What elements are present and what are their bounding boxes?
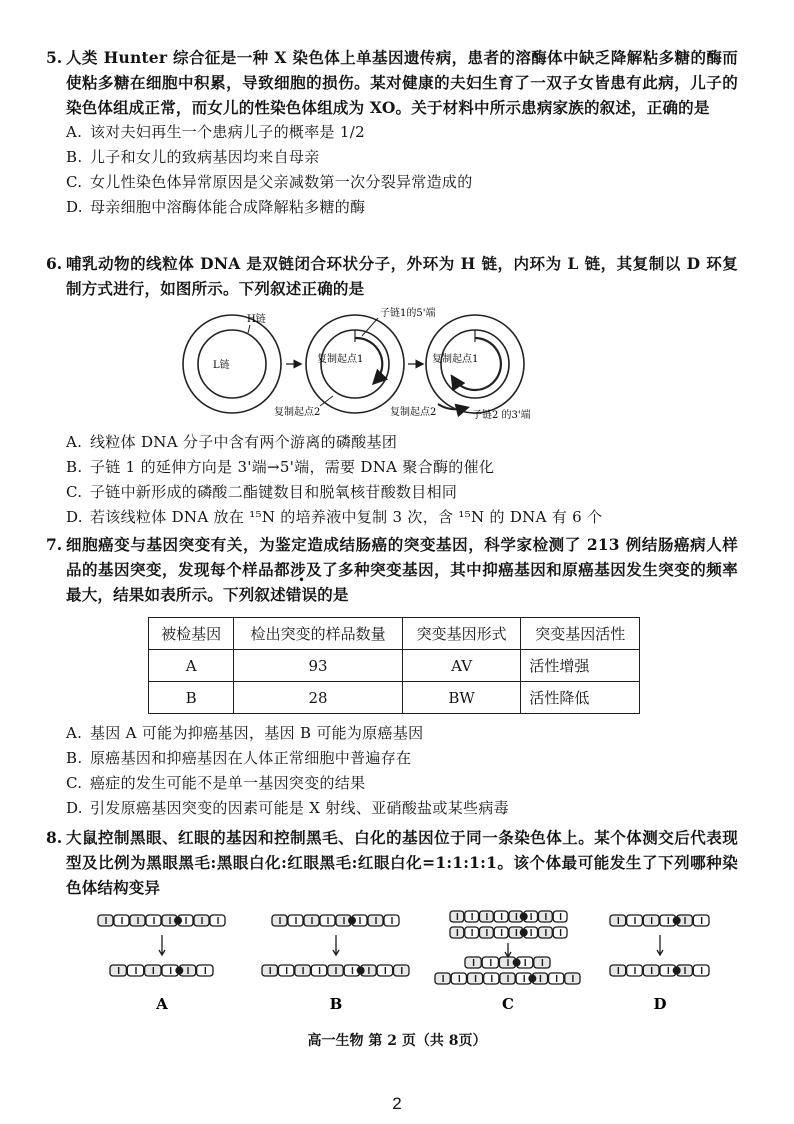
table-cell: B (149, 682, 234, 714)
question-number: 6. (46, 254, 63, 273)
choice-label-c: C (502, 995, 514, 1013)
option-label: C. (66, 774, 83, 792)
option-text: 线粒体 DNA 分子中含有两个游离的磷酸基团 (90, 433, 398, 451)
question-number: 7. (46, 535, 63, 554)
chromosome (110, 965, 213, 976)
choice-label-d: D (653, 995, 667, 1013)
arrow-icon (159, 935, 165, 955)
arrow-icon (333, 935, 339, 955)
option-text: 母亲细胞中溶酶体能合成降解粘多糖的酶 (90, 198, 366, 216)
table-cell: A (149, 650, 234, 682)
chromosome (98, 915, 225, 926)
option-label: C. (66, 483, 83, 501)
option-label: C. (66, 173, 83, 191)
dna-ring-2 (274, 306, 435, 418)
chromosome (262, 965, 409, 976)
option-text: 子链中新形成的磷酸二酯键数目和脱氧核苷酸数目相同 (90, 483, 458, 501)
chromosome (435, 973, 580, 984)
table-cell: 活性降低 (521, 682, 640, 714)
option-label: B. (66, 749, 83, 767)
table-header: 被检基因 (149, 618, 234, 650)
dna-ring-3 (390, 315, 531, 421)
option-label: A. (66, 123, 83, 141)
choice-label-a: A (156, 995, 168, 1013)
chromosome (450, 911, 567, 922)
option-label: A. (66, 433, 83, 451)
table-header: 突变基因形式 (402, 618, 521, 650)
option-text: 若该线粒体 DNA 放在 ¹⁵N 的培养液中复制 3 次，含 ¹⁵N 的 DNA 有 6 个 (90, 508, 603, 526)
option-label: A. (66, 724, 83, 742)
table-row (149, 682, 640, 714)
stem-text: 细胞癌变与基因突变有关，为鉴定造成结肠癌的突变基因，科学家检测了 213 例结肠癌病人样品的基因突变，发现每个样品都涉及了多种突变基因，其中抑癌基因和原癌基因发生突变的频率最大，结果如表所示。下列叙述 (66, 535, 738, 604)
page-number: 2 (392, 1094, 402, 1113)
table-cell: AV (402, 650, 521, 682)
origin-2-label: 复制起点2 (390, 407, 437, 418)
table-header: 突变基因活性 (521, 618, 640, 650)
option-label: B. (66, 458, 83, 476)
question-6-options (66, 430, 738, 530)
origin-1-label: 复制起点1 (317, 354, 364, 365)
option-text: 基因 A 可能为抑癌基因，基因 B 可能为原癌基因 (90, 724, 424, 742)
option-text: 女儿性染色体异常原因是父亲减数第一次分裂异常造成的 (90, 173, 473, 191)
option-d (66, 505, 738, 530)
question-5 (46, 45, 738, 220)
dna-ring-1 (183, 312, 281, 413)
question-stem (66, 532, 738, 607)
arrow-icon (505, 943, 511, 957)
option-label: B. (66, 148, 83, 166)
emphasized-word: 错误 (285, 585, 318, 604)
option-text: 子链 1 的延伸方向是 3'端→5'端，需要 DNA 聚合酶的催化 (90, 458, 495, 476)
question-7-options (66, 721, 738, 821)
question-number: 8. (46, 828, 63, 847)
table-cell: BW (402, 682, 521, 714)
option-text: 儿子和女儿的致病基因均来自母亲 (90, 148, 320, 166)
option-b (66, 455, 738, 480)
option-a (66, 430, 738, 455)
h-chain-label: H链 (247, 314, 266, 325)
table-cell: 活性增强 (521, 650, 640, 682)
dna-replication-figure (170, 300, 570, 428)
table-header-row (149, 618, 640, 650)
mutation-table (148, 617, 640, 714)
option-b (66, 746, 738, 771)
daughter-1-5-end-label: 子链1的5'端 (380, 308, 436, 319)
chromosome-variation-figure (90, 905, 710, 1015)
option-a (66, 721, 738, 746)
chromosome (610, 915, 709, 926)
option-text: 引发原癌基因突变的因素可能是 X 射线、亚硝酸盐或某些病毒 (90, 799, 509, 817)
option-label: D. (66, 198, 83, 216)
stem-text: 的是 (317, 585, 349, 604)
option-b (66, 145, 738, 170)
question-number: 5. (46, 48, 63, 67)
choice-label-b: B (329, 995, 343, 1013)
question-8 (46, 825, 738, 900)
option-a (66, 120, 738, 145)
question-stem: 大鼠控制黑眼、红眼的基因和控制黑毛、白化的基因位于同一条染色体上。某个体测交后代表现型及比例为黑眼黑毛:黑眼白化:红眼黑毛:红眼白化=1:1:1:1。该个体最可能发生了下列哪种染色体结构变异 (66, 828, 738, 897)
table-cell: 28 (234, 682, 402, 714)
chromosome (465, 957, 550, 968)
table-row (149, 650, 640, 682)
chromosome (610, 965, 709, 976)
daughter-2-3-end-label: 子链2 的3'端 (472, 410, 531, 421)
origin-2-label: 复制起点2 (274, 407, 321, 418)
chromosome (272, 915, 399, 926)
option-d (66, 796, 738, 821)
question-7 (46, 532, 738, 607)
question-stem: 人类 Hunter 综合征是一种 X 染色体上单基因遗传病，患者的溶酶体中缺乏降解粘多糖的酶而使粘多糖在细胞中积累，导致细胞的损伤。某对健康的夫妇生育了一双子女皆患有此病，儿子的染色体组成正常，而女儿的性染色体组成为 XO。关于材料中所示患病家族的叙述，正确的是 (66, 48, 738, 117)
option-d (66, 195, 738, 220)
table-cell: 93 (234, 650, 402, 682)
option-label: D. (66, 799, 83, 817)
option-label: D. (66, 508, 83, 526)
option-c (66, 480, 738, 505)
table-header: 检出突变的样品数量 (234, 618, 402, 650)
question-stem: 哺乳动物的线粒体 DNA 是双链闭合环状分子，外环为 H 链，内环为 L 链，其复制以 D 环复制方式进行，如图所示。下列叙述正确的是 (66, 254, 738, 298)
arrow-icon (657, 935, 663, 955)
option-text: 癌症的发生可能不是单一基因突变的结果 (90, 774, 366, 792)
chromosome (450, 927, 567, 938)
option-c (66, 771, 738, 796)
option-text: 该对夫妇再生一个患病儿子的概率是 1/2 (90, 123, 365, 141)
option-text: 原癌基因和抑癌基因在人体正常细胞中普遍存在 (90, 749, 412, 767)
origin-1-label: 复制起点1 (432, 354, 479, 365)
option-c (66, 170, 738, 195)
l-chain-label: L链 (213, 360, 230, 371)
question-6 (46, 251, 738, 301)
page-footer: 高一生物 第 2 页（共 8页） (307, 1033, 487, 1049)
